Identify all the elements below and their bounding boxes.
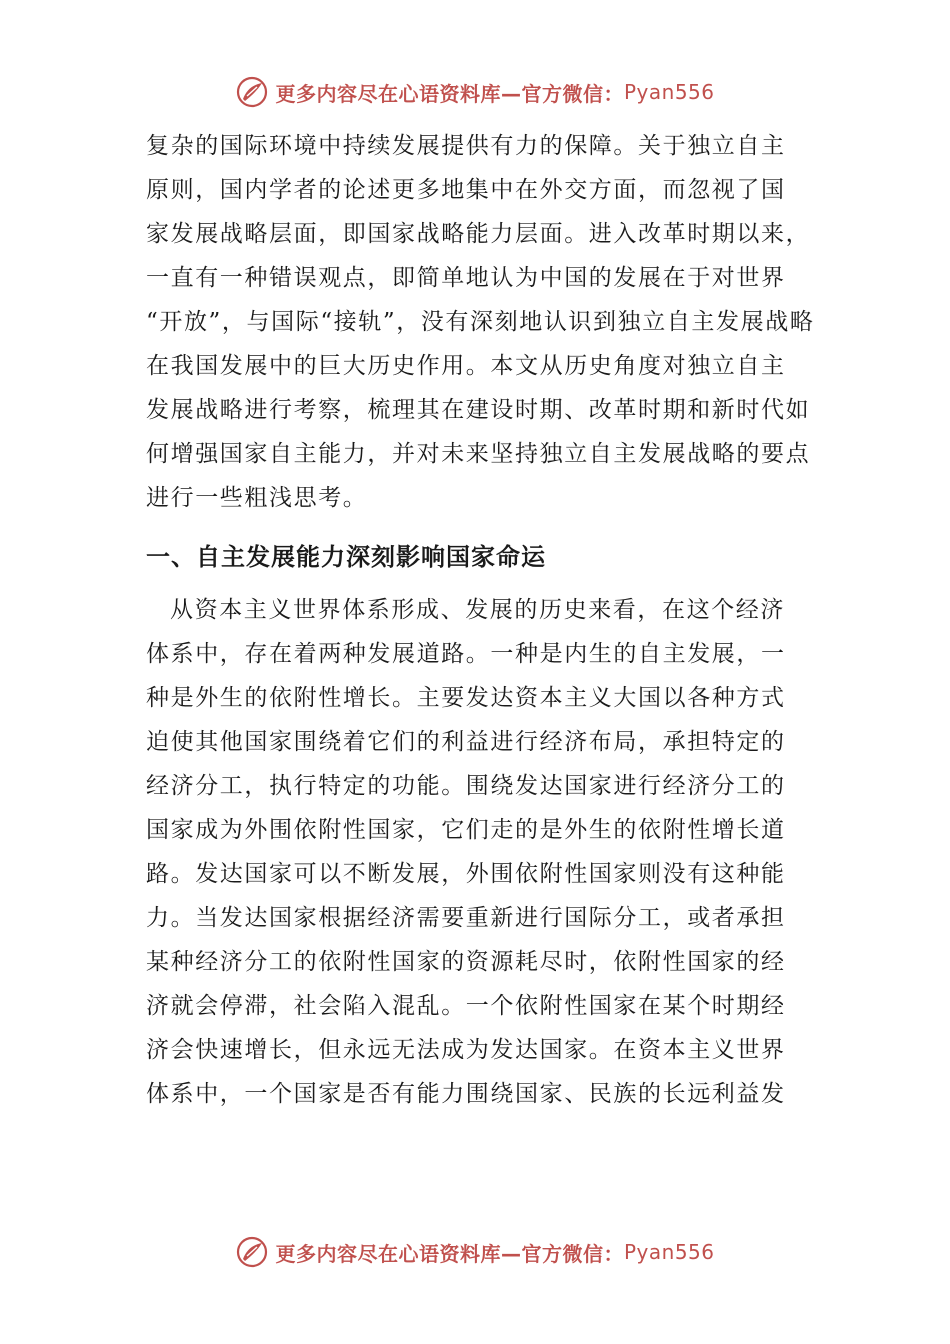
text-line: 复杂的国际环境中持续发展提供有力的保障。关于独立自主 [146, 133, 786, 159]
text-line: 体系中，一个国家是否有能力围绕国家、民族的长远利益发 [146, 1081, 786, 1107]
header-banner-text: 更多内容尽在心语资料库—官方微信： [275, 81, 624, 106]
document-body [146, 124, 816, 1116]
pen-nib-logo-icon [235, 75, 269, 109]
footer-banner-text: 更多内容尽在心语资料库—官方微信： [275, 1241, 624, 1266]
text-line: 家发展战略层面，即国家战略能力层面。进入改革时期以来， [146, 221, 811, 247]
text-line: 力。当发达国家根据经济需要重新进行国际分工，或者承担 [146, 905, 786, 931]
paragraph-2 [146, 588, 816, 1116]
text-line: 进行一些粗浅思考。 [146, 485, 368, 511]
text-line: 济就会停滞，社会陷入混乱。一个依附性国家在某个时期经 [146, 993, 786, 1019]
text-line: 国家成为外围依附性国家，它们走的是外生的依附性增长道 [146, 817, 786, 843]
footer-wechat-id: Pyan556 [623, 1240, 715, 1264]
text-line: 济会快速增长，但永远无法成为发达国家。在资本主义世界 [146, 1037, 786, 1063]
section-heading: 一、自主发展能力深刻影响国家命运 [146, 543, 546, 571]
header-banner [0, 72, 950, 112]
text-line: 迫使其他国家围绕着它们的利益进行经济布局，承担特定的 [146, 729, 786, 755]
text-line: 发展战略进行考察，梳理其在建设时期、改革时期和新时代如 [146, 397, 811, 423]
text-line: 在我国发展中的巨大历史作用。本文从历史角度对独立自主 [146, 353, 786, 379]
pen-nib-logo-icon [235, 1235, 269, 1269]
text-line: 从资本主义世界体系形成、发展的历史来看，在这个经济 [170, 597, 785, 623]
text-line: 原则，国内学者的论述更多地集中在外交方面，而忽视了国 [146, 177, 786, 203]
text-line: 某种经济分工的依附性国家的资源耗尽时，依附性国家的经 [146, 949, 786, 975]
text-line: 何增强国家自主能力，并对未来坚持独立自主发展战略的要点 [146, 441, 811, 467]
text-line: 经济分工，执行特定的功能。围绕发达国家进行经济分工的 [146, 773, 786, 799]
text-line: 一直有一种错误观点，即简单地认为中国的发展在于对世界 [146, 265, 786, 291]
footer-banner [0, 1232, 950, 1272]
text-line: “开放”，与国际“接轨”，没有深刻地认识到独立自主发展战略 [146, 309, 815, 335]
text-line: 路。发达国家可以不断发展，外围依附性国家则没有这种能 [146, 861, 786, 887]
text-line: 种是外生的依附性增长。主要发达资本主义大国以各种方式 [146, 685, 786, 711]
paragraph-1 [146, 124, 816, 520]
text-line: 体系中，存在着两种发展道路。一种是内生的自主发展，一 [146, 641, 786, 667]
header-wechat-id: Pyan556 [623, 80, 715, 104]
